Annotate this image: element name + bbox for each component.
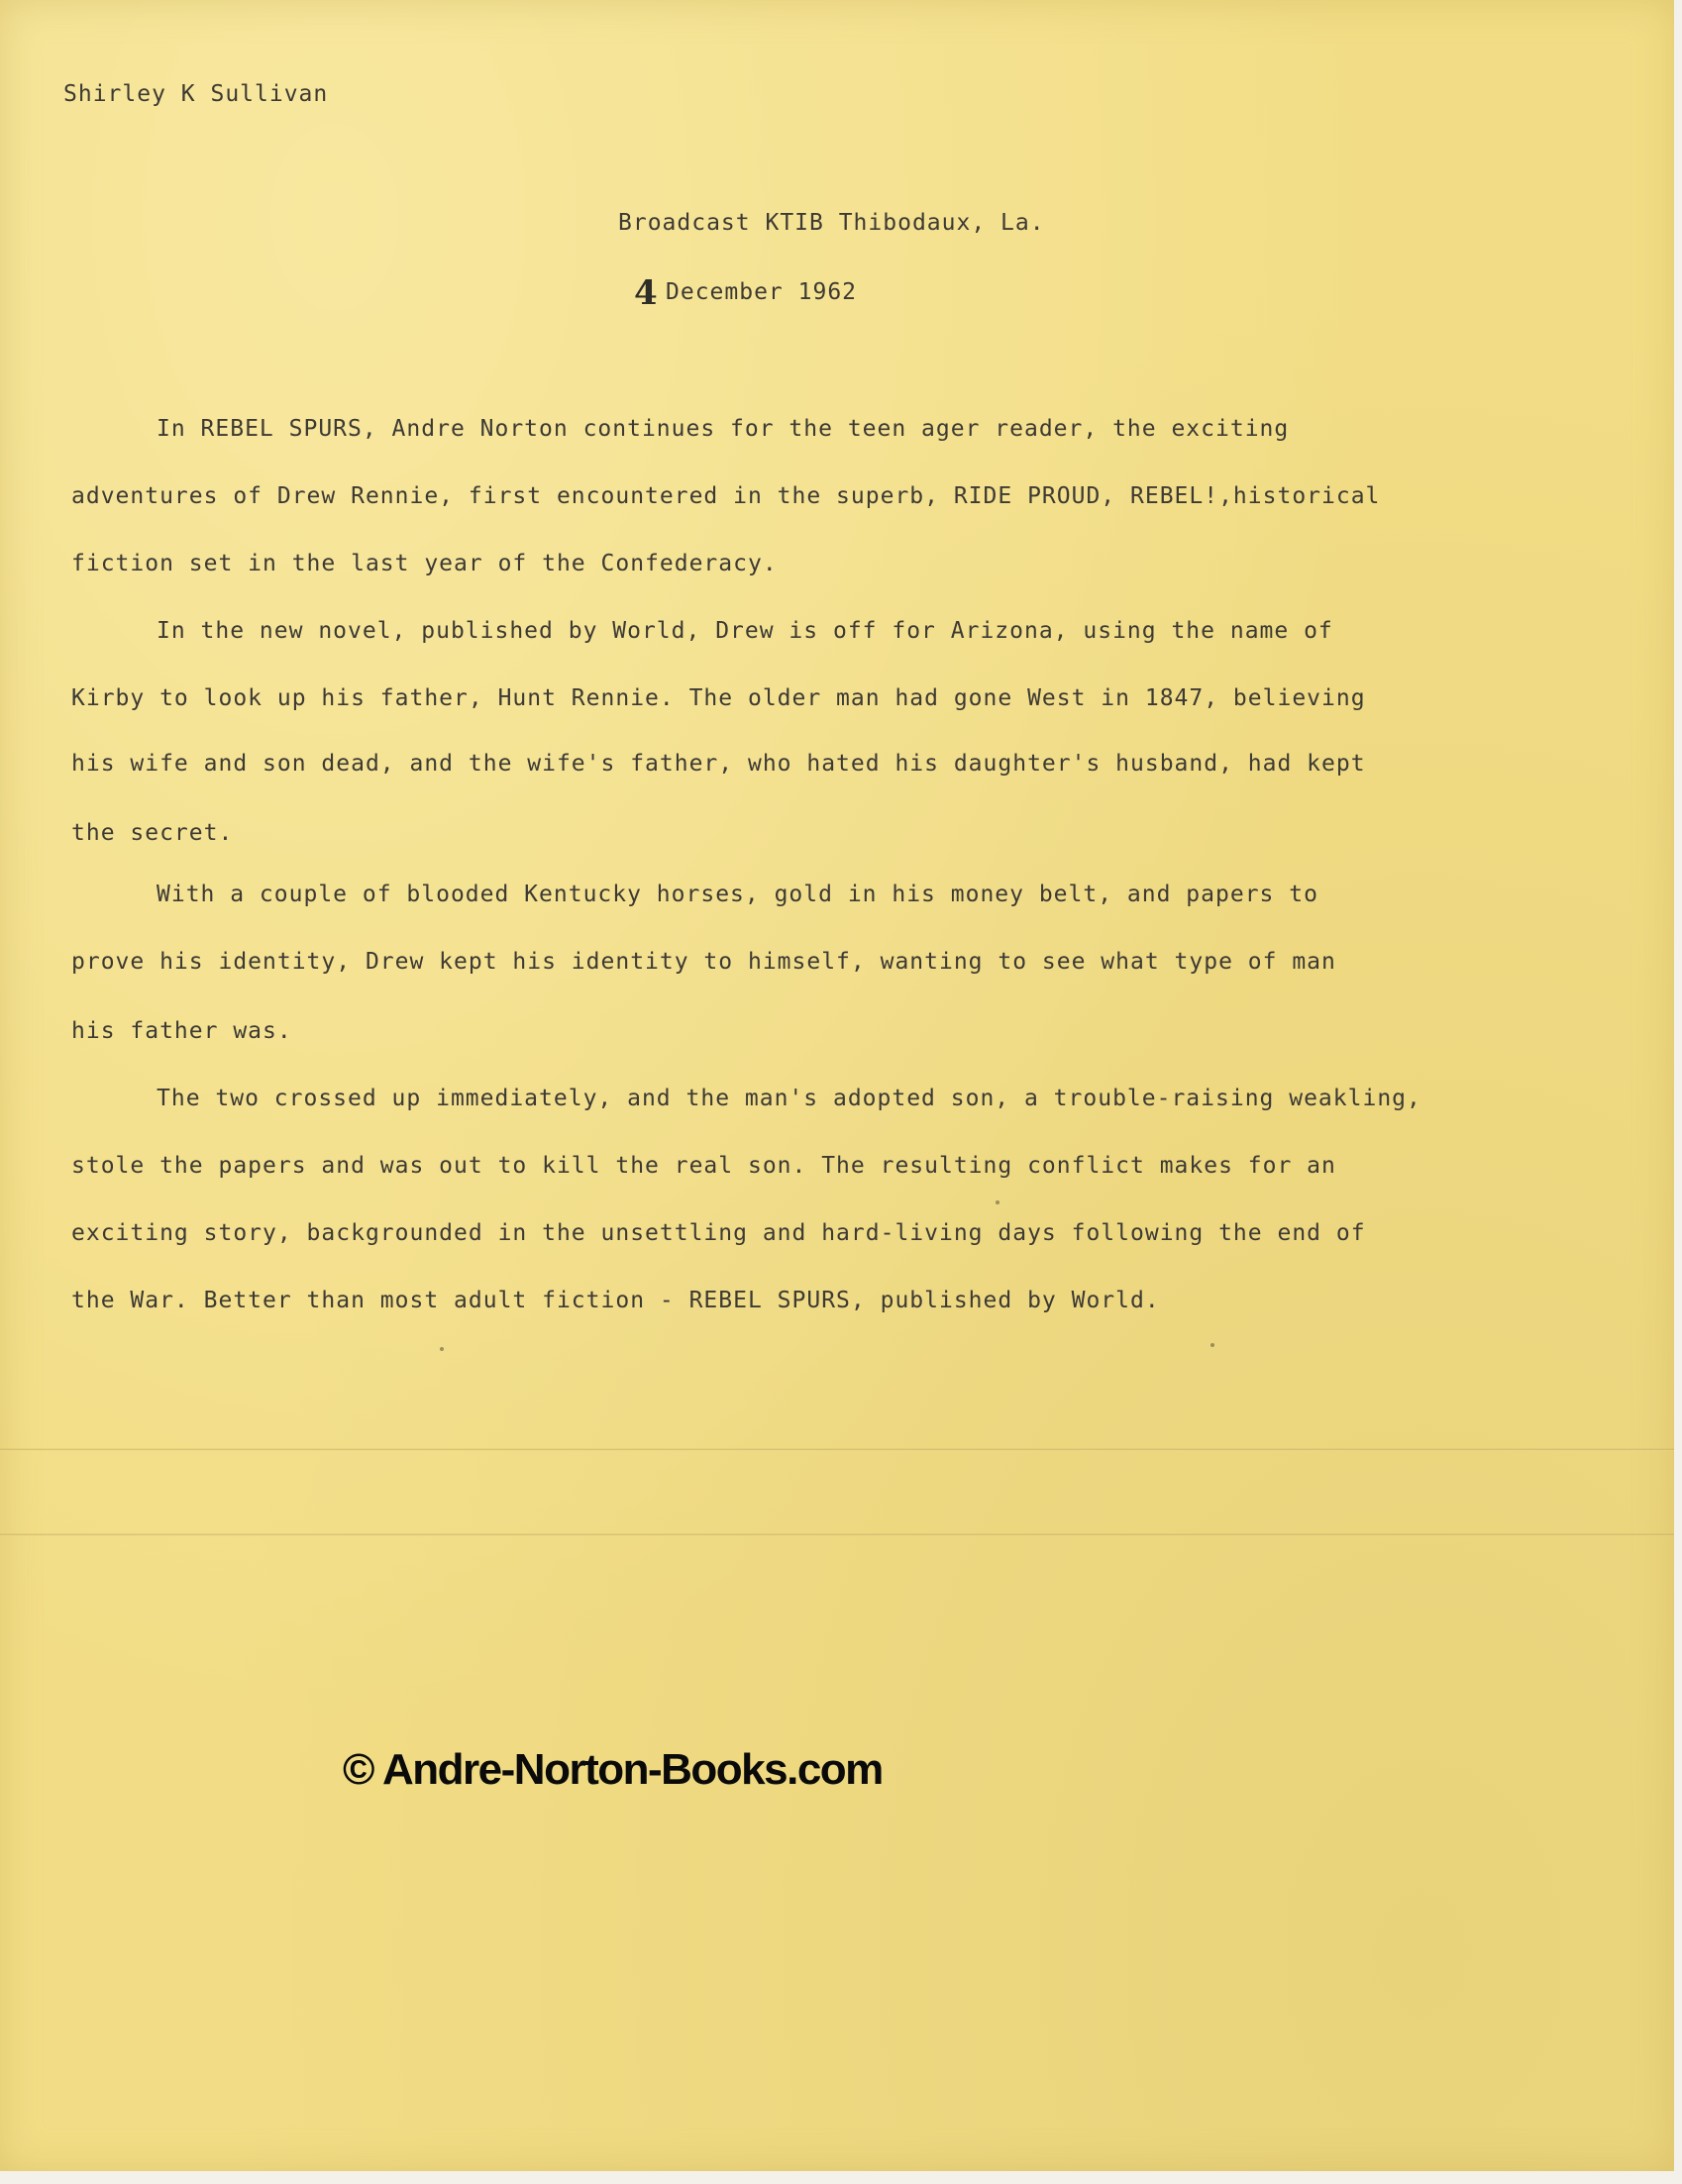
station-line: Broadcast KTIB Thibodaux, La. <box>618 210 1045 236</box>
paper-speck <box>996 1200 999 1204</box>
body-line: the War. Better than most adult fiction - REBEL SPURS, published by World. <box>71 1288 1160 1313</box>
body-line: his father was. <box>71 1018 292 1044</box>
handwritten-date-mark: 4 <box>634 273 658 313</box>
body-line: In REBEL SPURS, Andre Norton continues for the teen ager reader, the exciting <box>157 416 1290 442</box>
body-line: prove his identity, Drew kept his identity to himself, wanting to see what type of man <box>71 949 1336 975</box>
body-line: stole the papers and was out to kill the real son. The resulting conflict makes for an <box>71 1153 1336 1179</box>
body-line: With a couple of blooded Kentucky horses, gold in his money belt, and papers to <box>157 882 1318 907</box>
paper-fold-line <box>0 1448 1674 1451</box>
letter-date: December 1962 <box>666 279 858 305</box>
paper-speck <box>1210 1343 1214 1347</box>
body-line: fiction set in the last year of the Confederacy. <box>71 551 778 576</box>
body-line: Kirby to look up his father, Hunt Rennie. The older man had gone West in 1847, believing <box>71 685 1366 711</box>
body-line: adventures of Drew Rennie, first encountered in the superb, RIDE PROUD, REBEL!,historical <box>71 483 1381 509</box>
body-line: the secret. <box>71 820 234 846</box>
body-line: exciting story, backgrounded in the unsettling and hard-living days following the end of <box>71 1220 1366 1246</box>
copyright-watermark: © Andre-Norton-Books.com <box>343 1745 883 1794</box>
body-line: The two crossed up immediately, and the man's adopted son, a trouble-raising weakling, <box>157 1086 1421 1111</box>
sender-name: Shirley K Sullivan <box>63 81 329 107</box>
body-line: his wife and son dead, and the wife's father, who hated his daughter's husband, had kept <box>71 751 1366 777</box>
paper-fold-line <box>0 1533 1674 1536</box>
body-line: In the new novel, published by World, Drew is off for Arizona, using the name of <box>157 618 1333 644</box>
paper-speck <box>440 1347 444 1351</box>
